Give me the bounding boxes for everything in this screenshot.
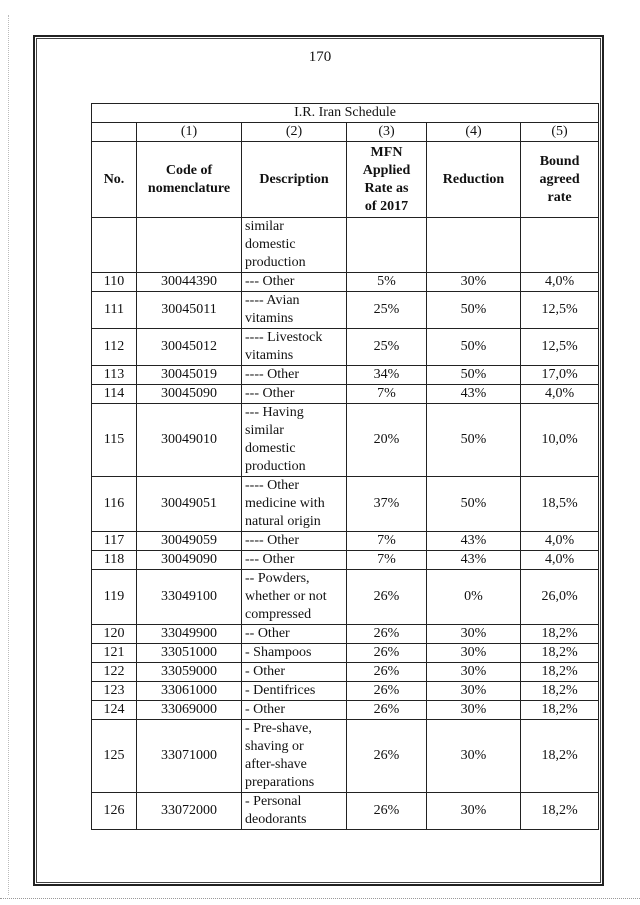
cell-reduction: 30% [427, 273, 521, 292]
table-row [92, 663, 599, 682]
cell-no: 117 [92, 532, 137, 551]
cell-description [242, 404, 347, 477]
header-bound-rate: Bound agreed rate [521, 142, 599, 218]
cell-no: 125 [92, 720, 137, 793]
cell-bound-rate: 4,0% [521, 551, 599, 570]
description-line: after-shave [245, 757, 307, 772]
cell-description [242, 366, 347, 385]
cell-no [92, 218, 137, 273]
cell-no: 126 [92, 793, 137, 830]
cell-no: 112 [92, 329, 137, 366]
cell-code [137, 218, 242, 273]
cell-bound-rate: 18,2% [521, 644, 599, 663]
cell-reduction: 50% [427, 404, 521, 477]
cell-code: 30045090 [137, 385, 242, 404]
cell-no: 116 [92, 477, 137, 532]
cell-description [242, 218, 347, 273]
description-line: vitamins [245, 311, 294, 326]
cell-no: 120 [92, 625, 137, 644]
cell-bound-rate: 12,5% [521, 292, 599, 329]
column-number-blank [92, 123, 137, 142]
cell-description [242, 793, 347, 830]
cell-code: 30045012 [137, 329, 242, 366]
cell-reduction: 30% [427, 644, 521, 663]
cell-reduction: 43% [427, 551, 521, 570]
description-line: --- Other [245, 274, 295, 289]
cell-reduction: 30% [427, 793, 521, 830]
cell-bound-rate: 17,0% [521, 366, 599, 385]
column-number: (2) [242, 123, 347, 142]
description-line: - Personal [245, 794, 302, 809]
cell-reduction: 50% [427, 477, 521, 532]
cell-bound-rate: 26,0% [521, 570, 599, 625]
table-row [92, 682, 599, 701]
schedule-table [91, 103, 599, 830]
cell-mfn-rate: 26% [347, 682, 427, 701]
cell-description [242, 701, 347, 720]
description-line: ---- Other [245, 367, 300, 382]
cell-mfn-rate: 7% [347, 532, 427, 551]
description-line: shaving or [245, 739, 304, 754]
description-line: ---- Livestock [245, 330, 323, 345]
cell-mfn-rate: 25% [347, 292, 427, 329]
table-row [92, 218, 599, 273]
column-number: (3) [347, 123, 427, 142]
cell-reduction: 30% [427, 682, 521, 701]
table-row [92, 720, 599, 793]
cell-reduction [427, 218, 521, 273]
cell-description [242, 551, 347, 570]
cell-mfn-rate: 26% [347, 793, 427, 830]
cell-mfn-rate: 26% [347, 701, 427, 720]
cell-no: 113 [92, 366, 137, 385]
cell-no: 115 [92, 404, 137, 477]
cell-code: 33071000 [137, 720, 242, 793]
cell-description [242, 570, 347, 625]
cell-code: 33061000 [137, 682, 242, 701]
description-line: - Other [245, 702, 286, 717]
cell-reduction: 30% [427, 663, 521, 682]
table-row [92, 570, 599, 625]
cell-description [242, 663, 347, 682]
cell-bound-rate: 18,2% [521, 701, 599, 720]
cell-mfn-rate: 7% [347, 385, 427, 404]
header-no: No. [92, 142, 137, 218]
description-line: compressed [245, 607, 312, 622]
cell-mfn-rate: 20% [347, 404, 427, 477]
description-line: domestic [245, 237, 296, 252]
table-row [92, 329, 599, 366]
cell-description [242, 273, 347, 292]
cell-code: 30049090 [137, 551, 242, 570]
cell-reduction: 50% [427, 329, 521, 366]
cell-mfn-rate: 7% [347, 551, 427, 570]
cell-no: 124 [92, 701, 137, 720]
cell-code: 30045011 [137, 292, 242, 329]
table-row [92, 625, 599, 644]
description-line: - Other [245, 664, 286, 679]
description-line: medicine with [245, 496, 325, 511]
description-line: production [245, 255, 306, 270]
cell-description [242, 329, 347, 366]
description-line: ---- Avian [245, 293, 300, 308]
description-line: ---- Other [245, 533, 300, 548]
description-line: whether or not [245, 589, 327, 604]
page-number: 170 [308, 49, 332, 65]
cell-bound-rate [521, 218, 599, 273]
description-line: - Pre-shave, [245, 721, 312, 736]
cell-reduction: 50% [427, 292, 521, 329]
header-code: Code of nomenclature [137, 142, 242, 218]
cell-code: 30044390 [137, 273, 242, 292]
cell-code: 33051000 [137, 644, 242, 663]
cell-mfn-rate: 5% [347, 273, 427, 292]
cell-description [242, 720, 347, 793]
column-number: (5) [521, 123, 599, 142]
cell-bound-rate: 18,2% [521, 793, 599, 830]
cell-code: 33069000 [137, 701, 242, 720]
cell-no: 111 [92, 292, 137, 329]
cell-code: 30045019 [137, 366, 242, 385]
table-row [92, 532, 599, 551]
cell-bound-rate: 4,0% [521, 385, 599, 404]
description-line: - Shampoos [245, 645, 312, 660]
cell-description [242, 292, 347, 329]
cell-bound-rate: 4,0% [521, 273, 599, 292]
cell-no: 119 [92, 570, 137, 625]
header-mfn-rate: MFN Applied Rate as of 2017 [347, 142, 427, 218]
cell-bound-rate: 10,0% [521, 404, 599, 477]
cell-bound-rate: 18,2% [521, 663, 599, 682]
description-line: vitamins [245, 348, 294, 363]
description-line: ---- Other [245, 478, 300, 493]
table-row [92, 385, 599, 404]
cell-no: 121 [92, 644, 137, 663]
cell-description [242, 682, 347, 701]
cell-no: 122 [92, 663, 137, 682]
cell-mfn-rate [347, 218, 427, 273]
table-row [92, 701, 599, 720]
header-description: Description [242, 142, 347, 218]
table-body [92, 218, 599, 830]
cell-reduction: 50% [427, 366, 521, 385]
cell-no: 110 [92, 273, 137, 292]
cell-no: 114 [92, 385, 137, 404]
scan-bottom-edge [0, 898, 640, 900]
cell-bound-rate: 12,5% [521, 329, 599, 366]
cell-mfn-rate: 34% [347, 366, 427, 385]
table-row [92, 273, 599, 292]
cell-code: 33072000 [137, 793, 242, 830]
header-reduction: Reduction [427, 142, 521, 218]
cell-no: 118 [92, 551, 137, 570]
cell-mfn-rate: 37% [347, 477, 427, 532]
table-row [92, 366, 599, 385]
cell-reduction: 30% [427, 720, 521, 793]
cell-description [242, 532, 347, 551]
description-line: --- Other [245, 386, 295, 401]
cell-reduction: 43% [427, 385, 521, 404]
description-line: similar [245, 423, 284, 438]
cell-code: 33049900 [137, 625, 242, 644]
table-row [92, 793, 599, 830]
scan-margin-line [8, 15, 10, 895]
cell-reduction: 30% [427, 701, 521, 720]
description-line: domestic [245, 441, 296, 456]
description-line: --- Other [245, 552, 295, 567]
cell-mfn-rate: 25% [347, 329, 427, 366]
table-row [92, 404, 599, 477]
cell-mfn-rate: 26% [347, 644, 427, 663]
description-line: - Dentifrices [245, 683, 316, 698]
cell-description [242, 385, 347, 404]
cell-reduction: 43% [427, 532, 521, 551]
description-line: preparations [245, 775, 315, 790]
cell-mfn-rate: 26% [347, 570, 427, 625]
cell-code: 30049051 [137, 477, 242, 532]
cell-mfn-rate: 26% [347, 663, 427, 682]
cell-description [242, 644, 347, 663]
cell-reduction: 30% [427, 625, 521, 644]
description-line: --- Having [245, 405, 304, 420]
cell-bound-rate: 4,0% [521, 532, 599, 551]
column-number: (1) [137, 123, 242, 142]
description-line: -- Other [245, 626, 290, 641]
description-line: similar [245, 219, 284, 234]
cell-code: 30049059 [137, 532, 242, 551]
description-line: deodorants [245, 812, 307, 827]
table-row [92, 644, 599, 663]
cell-bound-rate: 18,5% [521, 477, 599, 532]
table-row [92, 551, 599, 570]
description-line: -- Powders, [245, 571, 310, 586]
cell-bound-rate: 18,2% [521, 625, 599, 644]
cell-reduction: 0% [427, 570, 521, 625]
table-title: I.R. Iran Schedule [92, 104, 599, 123]
cell-mfn-rate: 26% [347, 720, 427, 793]
cell-description [242, 625, 347, 644]
cell-bound-rate: 18,2% [521, 720, 599, 793]
cell-code: 33049100 [137, 570, 242, 625]
table-row [92, 477, 599, 532]
cell-code: 33059000 [137, 663, 242, 682]
cell-bound-rate: 18,2% [521, 682, 599, 701]
column-number: (4) [427, 123, 521, 142]
cell-no: 123 [92, 682, 137, 701]
description-line: natural origin [245, 514, 321, 529]
description-line: production [245, 459, 306, 474]
cell-mfn-rate: 26% [347, 625, 427, 644]
cell-description [242, 477, 347, 532]
cell-code: 30049010 [137, 404, 242, 477]
table-row [92, 292, 599, 329]
